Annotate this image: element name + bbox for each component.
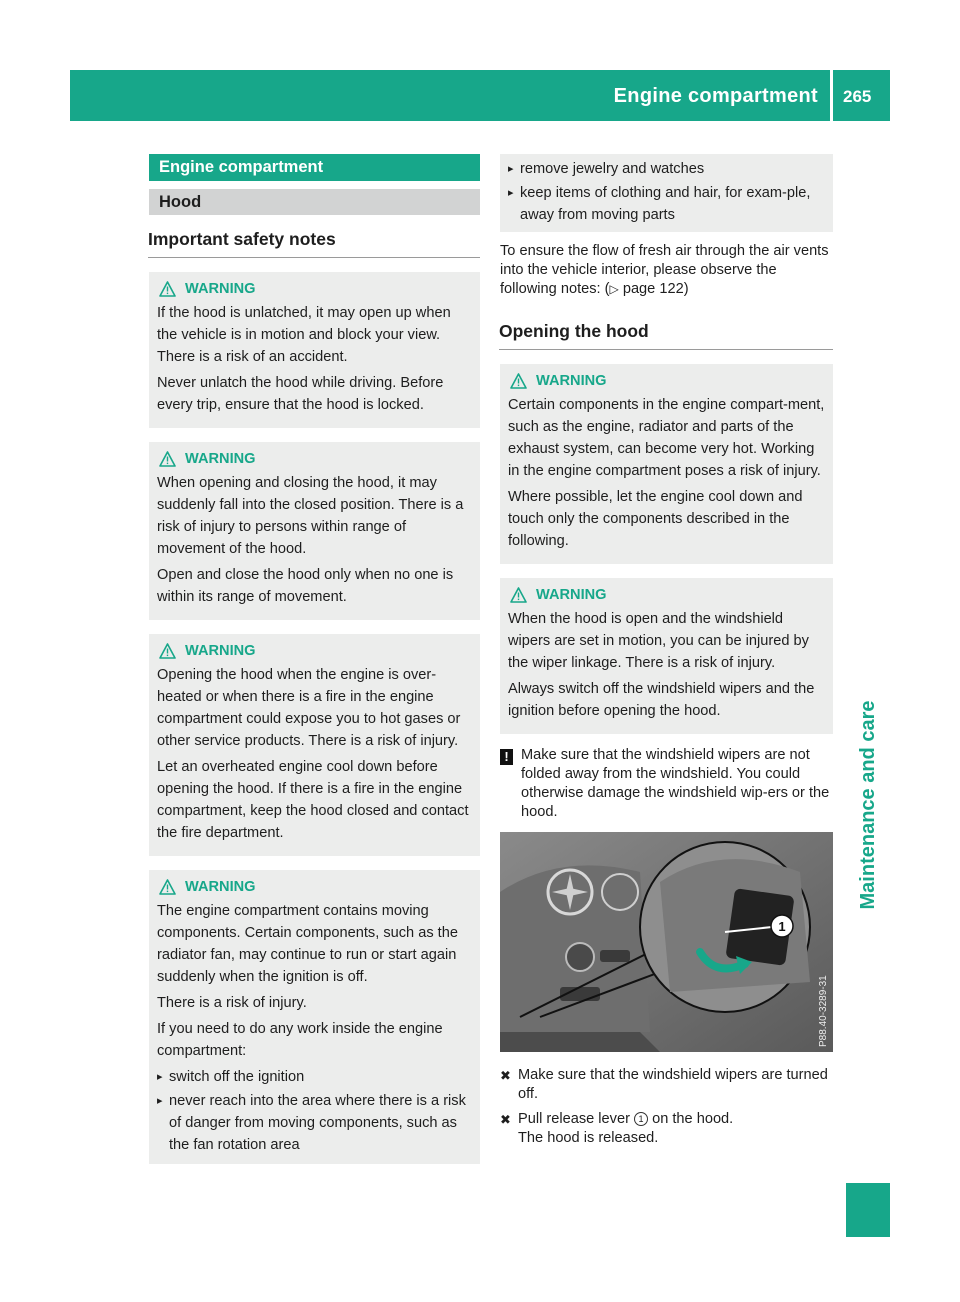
warning-triangle-icon (159, 281, 176, 297)
warning-title: WARNING (536, 587, 607, 603)
section-heading: Engine compartment (149, 154, 480, 181)
list-item (157, 1090, 472, 1156)
warning-box (149, 634, 480, 856)
list-item-text: never reach into the area where there is a risk of danger from moving components, such as the fan rotation area (169, 1093, 466, 1153)
air-note: To ensure the flow of fresh air through the air vents into the vehicle interior, please observe the following notes: (▷ page 122) (500, 243, 829, 297)
page-number: 265 (843, 87, 872, 106)
warning-text: Let an overheated engine cool down before opening the hood. If there is a fire in the engine compartment, keep the hood closed and contact the fire department. (157, 759, 469, 841)
list-item-text: remove jewelry and watches (520, 161, 705, 177)
topic-heading: Important safety notes (148, 221, 480, 258)
notice (500, 746, 833, 822)
step-text: Make sure that the windshield wipers are turned off. (518, 1067, 828, 1102)
warning-box (149, 272, 480, 428)
warning-text: If you need to do any work inside the engine compartment: (157, 1021, 443, 1059)
side-tab-strip (846, 135, 890, 1237)
instruction-step (500, 1110, 833, 1148)
warning-triangle-icon (510, 587, 527, 603)
header-title: Engine compartment (613, 85, 818, 107)
header-bar (70, 70, 830, 121)
warning-text: Always switch off the windshield wipers and the ignition before opening the hood. (508, 681, 815, 719)
warning-header (157, 448, 472, 470)
illustration (500, 832, 833, 1052)
air-note-text: To ensure the flow of fresh air through the air vents into the vehicle interior, please observe the following notes: (500, 243, 829, 297)
warning-header (157, 640, 472, 662)
warning-text: Open and close the hood only when no one is within its range of movement. (157, 567, 454, 605)
warning-title: WARNING (536, 373, 607, 389)
side-tab-marker (846, 1183, 890, 1237)
warning-text: Never unlatch the hood while driving. Before every trip, ensure that the hood is locked. (157, 375, 444, 413)
list-item (508, 158, 825, 180)
right-column (500, 154, 833, 1148)
callout-reference: 1 (634, 1112, 648, 1126)
warning-header (508, 370, 825, 392)
side-tab-label: Maintenance and care (857, 700, 879, 910)
list-item (157, 1066, 472, 1088)
warning-title: WARNING (185, 281, 256, 297)
warning-text: When the hood is open and the windshield wipers are set in motion, you can be injured by the wiper linkage. There is a risk of injury. (508, 611, 809, 671)
hood-release-illustration (500, 832, 833, 1052)
figure-code: P88.40-3289-31 (818, 975, 829, 1047)
page-reference[interactable]: page 122 (622, 281, 684, 297)
bullet-icon: ▸ (508, 187, 514, 199)
warning-text: Certain components in the engine compart-ment, such as the engine, radiator and parts of the exhaust system, can become very hot. Working in the engine compartment poses a risk of injury. (508, 397, 825, 479)
list-item-text: keep items of clothing and hair, for exam-ple, away from moving parts (520, 185, 811, 223)
warning-triangle-icon (159, 643, 176, 659)
warning-header (157, 876, 472, 898)
instruction-step (500, 1066, 833, 1104)
warning-box-continued (500, 154, 833, 232)
warning-triangle-icon (510, 373, 527, 389)
topic-heading: Opening the hood (499, 313, 833, 350)
step-arrow-icon: ✖ (500, 1112, 511, 1127)
bullet-list (157, 1066, 472, 1156)
list-item (508, 182, 825, 226)
warning-text: There is a risk of injury. (157, 995, 307, 1011)
warning-text: The engine compartment contains moving components. Certain components, such as the radiator fan, may continue to run or start again suddenly when the ignition is off. (157, 903, 458, 985)
warning-box (500, 578, 833, 734)
warning-header (157, 278, 472, 300)
warning-triangle-icon (159, 451, 176, 467)
bullet-icon: ▸ (508, 163, 514, 175)
warning-box (149, 870, 480, 1164)
warning-title: WARNING (185, 879, 256, 895)
warning-title: WARNING (185, 451, 256, 467)
callout-number: 1 (778, 919, 786, 934)
step-result: The hood is released. (518, 1130, 659, 1146)
step-text: on the hood. (652, 1111, 734, 1127)
bullet-icon: ▸ (157, 1071, 163, 1083)
exclamation-icon: ! (500, 749, 513, 765)
bullet-icon: ▸ (157, 1095, 163, 1107)
warning-text: When opening and closing the hood, it may suddenly fall into the closed position. There is a risk of injury to persons within range of movement of the hood. (157, 475, 464, 557)
warning-text: Opening the hood when the engine is over-heated or when there is a fire in the engine compartment could expose you to hot gases or other service products. There is a risk of injury. (157, 667, 461, 749)
warning-title: WARNING (185, 643, 256, 659)
warning-header (508, 584, 825, 606)
page-number-box (833, 70, 890, 121)
warning-text: If the hood is unlatched, it may open up when the vehicle is in motion and block your view. There is a risk of an accident. (157, 305, 451, 365)
step-text: Pull release lever (518, 1111, 630, 1127)
warning-text: Where possible, let the engine cool down and touch only the components described in the following. (508, 489, 803, 549)
warning-box (500, 364, 833, 564)
warning-box (149, 442, 480, 620)
warning-triangle-icon (159, 879, 176, 895)
list-item-text: switch off the ignition (169, 1069, 305, 1085)
left-column (149, 154, 480, 1164)
notice-text: Make sure that the windshield wipers are not folded away from the windshield. You could otherwise damage the windshield wip-ers or the hood. (521, 747, 830, 820)
page-ref-arrow-icon: ▷ (609, 282, 619, 296)
step-arrow-icon: ✖ (500, 1068, 511, 1083)
sub-heading: Hood (149, 189, 480, 215)
